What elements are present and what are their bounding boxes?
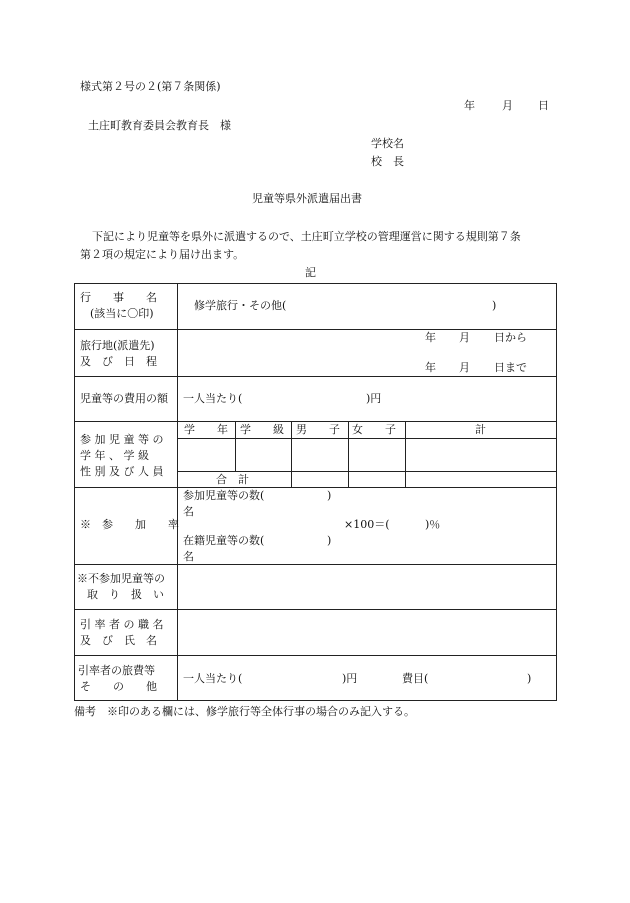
leader-cost-value: 一人当たり( <box>183 672 243 685</box>
rate-formula: ×100＝( <box>344 518 390 531</box>
rate-label: ※ 参 加 率 <box>80 518 179 531</box>
trip-from-day: 日から <box>494 331 527 344</box>
trip-to-year: 年 <box>425 361 436 374</box>
header-total: 計 <box>475 423 486 436</box>
leader-cost-item: 費目( <box>402 672 429 685</box>
addressee: 土庄町教育委員会教育長 様 <box>88 119 231 132</box>
participants-total-label: 合 計 <box>216 473 249 486</box>
body-line-1: 下記により児童等を県外に派遣するので、土庄町立学校の管理運営に関する規則第７条 <box>92 230 521 243</box>
rate-participants-label: 参加児童等の数( <box>183 489 265 502</box>
participants-label-3: 性 別 及 び 人 員 <box>80 465 164 478</box>
event-label: 行 事 名 <box>80 291 157 304</box>
header-girls: 女 子 <box>352 423 396 436</box>
rate-unit-2: 名 <box>183 550 194 563</box>
trip-from-year: 年 <box>425 331 436 344</box>
leader-cost-close: ) <box>527 672 532 685</box>
nonparticipant-label-2: 取 り 扱 い <box>87 588 164 601</box>
header-boys: 男 子 <box>296 423 340 436</box>
trip-label: 旅行地(派遣先) <box>80 339 155 352</box>
leader-cost-unit: )円 <box>342 672 358 685</box>
rate-enrolled-close: ) <box>327 534 332 547</box>
leader-cost-label-2: そ の 他 <box>80 680 157 693</box>
principal-label: 校 長 <box>371 155 404 168</box>
trip-to-month: 月 <box>459 361 470 374</box>
event-value: 修学旅行・その他( <box>194 299 287 312</box>
rate-participants-close: ) <box>327 489 332 502</box>
participants-label-1: 参 加 児 童 等 の <box>80 433 164 446</box>
leader-cost-label-1: 引率者の旅費等 <box>78 664 155 677</box>
form-number: 様式第２号の２(第７条関係) <box>80 80 221 93</box>
body-line-2: 第２項の規定により届け出ます。 <box>80 248 245 261</box>
trip-sublabel: 及 び 日 程 <box>80 355 157 368</box>
event-close: ) <box>492 299 497 312</box>
ki-heading: 記 <box>305 266 316 279</box>
leader-label-2: 及 び 氏 名 <box>80 634 157 647</box>
school-name-label: 学校名 <box>371 137 404 150</box>
nonparticipant-label-1: ※不参加児童等の <box>77 572 165 585</box>
trip-to-day: 日まで <box>494 361 527 374</box>
cost-label: 児童等の費用の額 <box>80 392 168 405</box>
date-year: 年 <box>464 99 475 112</box>
cost-unit: )円 <box>366 392 382 405</box>
participants-label-2: 学 年 、 学 級 <box>80 449 149 462</box>
note: 備考 ※印のある欄には、修学旅行等全体行事の場合のみ記入する。 <box>74 705 415 718</box>
rate-unit-1: 名 <box>183 505 194 518</box>
cost-value: 一人当たり( <box>183 392 243 405</box>
document-title: 児童等県外派遣届出書 <box>252 192 362 205</box>
header-grade: 学 年 <box>184 423 228 436</box>
event-sublabel: (該当に〇印) <box>90 307 154 320</box>
date-day: 日 <box>538 99 549 112</box>
rate-enrolled-label: 在籍児童等の数( <box>183 534 265 547</box>
leader-label-1: 引 率 者 の 職 名 <box>80 618 164 631</box>
header-class: 学 級 <box>240 423 284 436</box>
rate-percent: )％ <box>425 518 441 531</box>
date-month: 月 <box>502 99 513 112</box>
trip-from-month: 月 <box>459 331 470 344</box>
